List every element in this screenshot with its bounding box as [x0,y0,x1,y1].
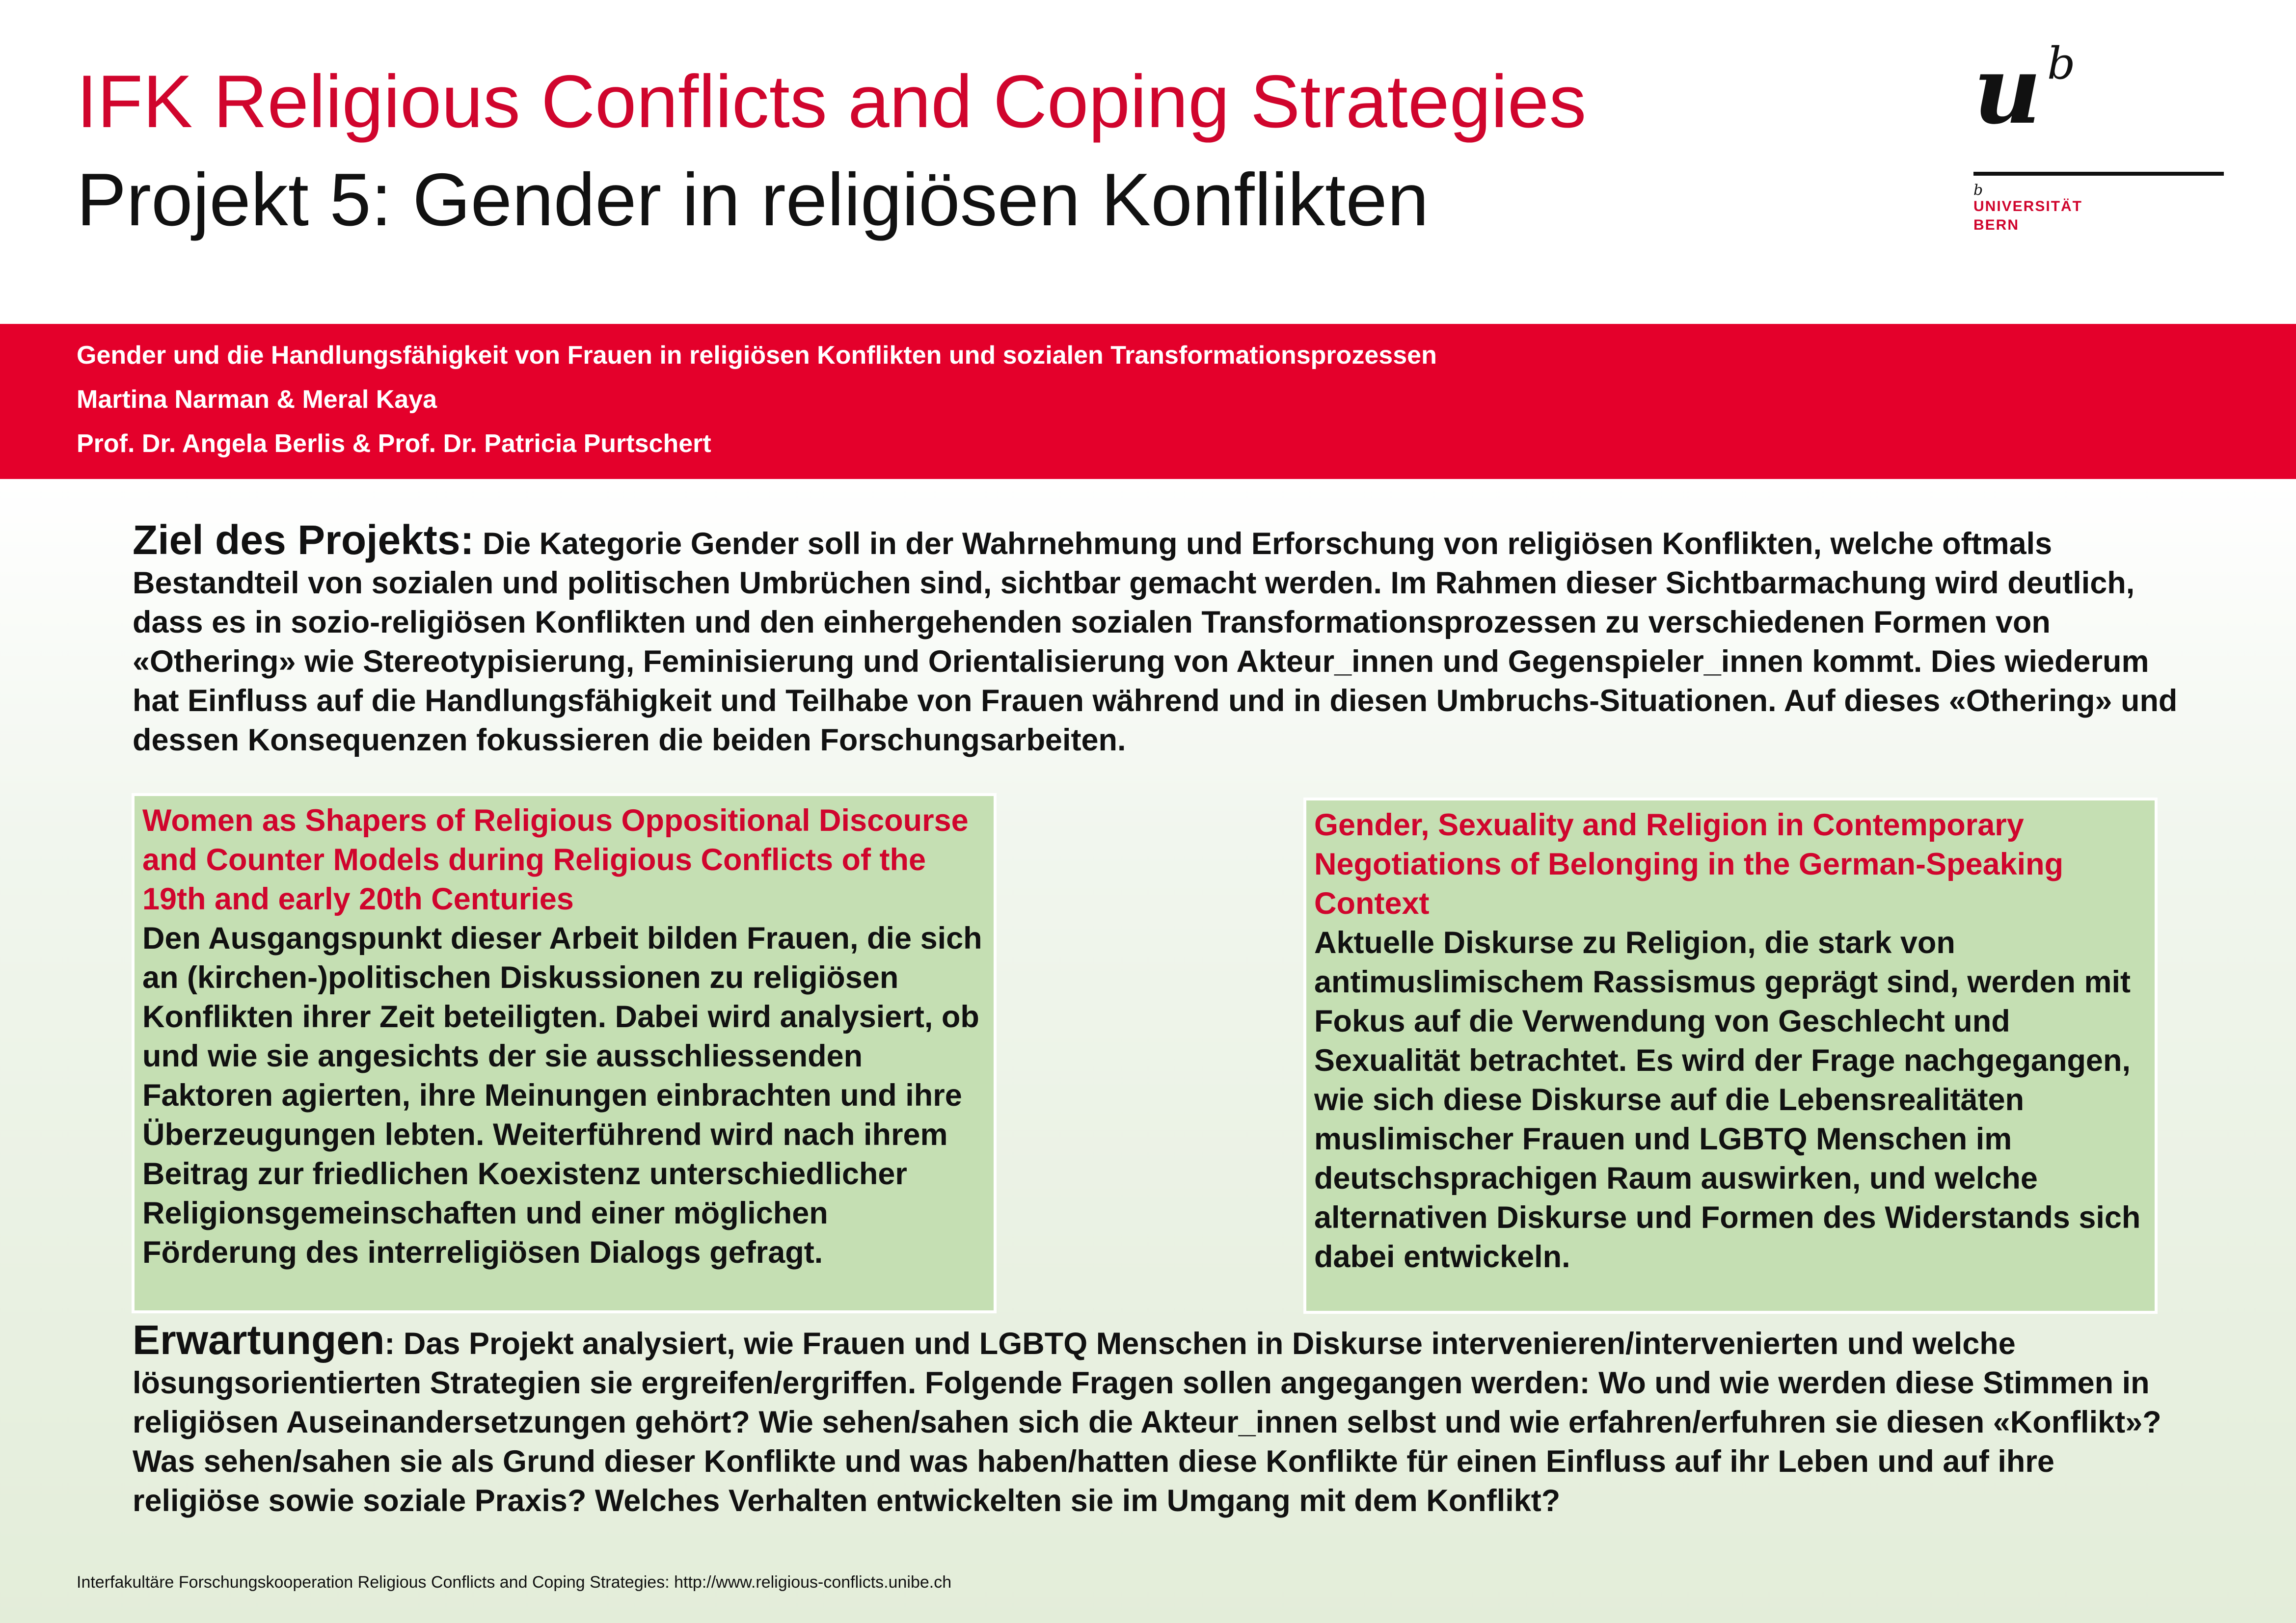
unibe-logo-mark [1973,44,2081,137]
logo-text: UNIVERSITÄT BERN [1973,198,2083,233]
logo-rule [1973,172,2224,176]
research-box-right-title: Gender, Sexuality and Religion in Contemporary Negotiations of Belonging in the German-Speaking Context [1314,808,2064,921]
expectations [133,1317,2170,1520]
page-title: IFK Religious Conflicts and Coping Strategies [77,60,1587,143]
project-banner [0,324,2296,479]
project-goal [133,517,2185,760]
project-goal-heading: Ziel des Projekts: [133,517,474,563]
logo-b-glyph: b [2047,44,2076,89]
research-box-left-title: Women as Shapers of Religious Oppositional Discourse and Counter Models during Religious Conflicts of the 19th and early 20th Centuries [142,803,969,916]
banner-authors: Martina Narman & Meral Kaya [77,385,437,414]
expectations-text: : Das Projekt analysiert, wie Frauen und LGBTQ Menschen in Diskurse intervenieren/intervenierten und welche lösungsorientierten Strategien sie ergreifen/ergriffen. Folgende Fragen sollen angegangen werden: Wo und wie werden diese Stimmen in religiösen Auseinandersetzungen gehört? Wie sehen/sahen sich die Akteur_innen selbst und wie erfahren/erfuhren sie diesen «Konflikt»? Was sehen/sahen sie als Grund dieser Konflikte und was haben/hatten diese Konflikte für einen Einfluss auf ihr Leben und auf ihre religiöse sowie soziale Praxis? Welches Verhalten entwickelten sie im Umgang mit dem Konflikt? [133,1327,2161,1518]
expectations-heading: Erwartungen [133,1317,385,1363]
page-subtitle: Projekt 5: Gender in religiösen Konflikten [77,158,1429,241]
research-box-left-text: Den Ausgangspunkt dieser Arbeit bilden Frauen, die sich an (kirchen-)politischen Diskussionen zu religiösen Konflikten ihrer Zeit beteiligten. Dabei wird analysiert, ob und wie sie angesichts der sie ausschliessenden Faktoren agierten, ihre Meinungen einbrachten und ihre Überzeugungen lebten. Weiterführend wird nach ihrem Beitrag zur friedlichen Koexistenz unterschiedlicher Religionsgemeinschaften und einer möglichen Förderung des interreligiösen Dialogs gefragt. [142,921,982,1270]
research-box-right [1303,798,2158,1314]
university-logo [1964,44,2224,250]
banner-subtitle: Gender und die Handlungsfähigkeit von Frauen in religiösen Konflikten und sozialen Transformationsprozessen [77,341,1437,370]
logo-small-b: b [1973,182,1983,199]
research-box-left [132,793,997,1313]
logo-u-glyph: u [1973,44,2042,137]
footer-text: Interfakultäre Forschungskooperation Religious Conflicts and Coping Strategies: http://www.religious-conflicts.unibe.ch [77,1573,952,1592]
project-goal-text: Die Kategorie Gender soll in der Wahrnehmung und Erforschung von religiösen Konflikten, welche oftmals Bestandteil von sozialen und politischen Umbrüchen sind, sichtbar gemacht werden. Im Rahmen dieser Sichtbarmachung wird deutlich, dass es in sozio-religiösen Konflikten und den einhergehenden sozialen Transformationsprozessen zu verschiedenen Formen von «Othering» wie Stereotypisierung, Feminisierung und Orientalisierung von Akteur_innen und Gegenspieler_innen kommt. Dies wiederum hat Einfluss auf die Handlungsfähigkeit und Teilhabe von Frauen während und in diesen Umbruchs-Situationen. Auf dieses «Othering» und dessen Konsequenzen fokussieren die beiden Forschungsarbeiten. [133,527,2178,757]
research-box-right-text: Aktuelle Diskurse zu Religion, die stark von antimuslimischem Rassismus geprägt sind, werden mit Fokus auf die Verwendung von Geschlecht und Sexualität betrachtet. Es wird der Frage nachgegangen, wie sich diese Diskurse auf die Lebensrealitäten muslimischer Frauen und LGBTQ Menschen im deutschsprachigen Raum auswirken, und welche alternativen Diskurse und Formen des Widerstands sich dabei entwickeln. [1314,926,2141,1274]
banner-supervisors: Prof. Dr. Angela Berlis & Prof. Dr. Patricia Purtschert [77,429,711,458]
